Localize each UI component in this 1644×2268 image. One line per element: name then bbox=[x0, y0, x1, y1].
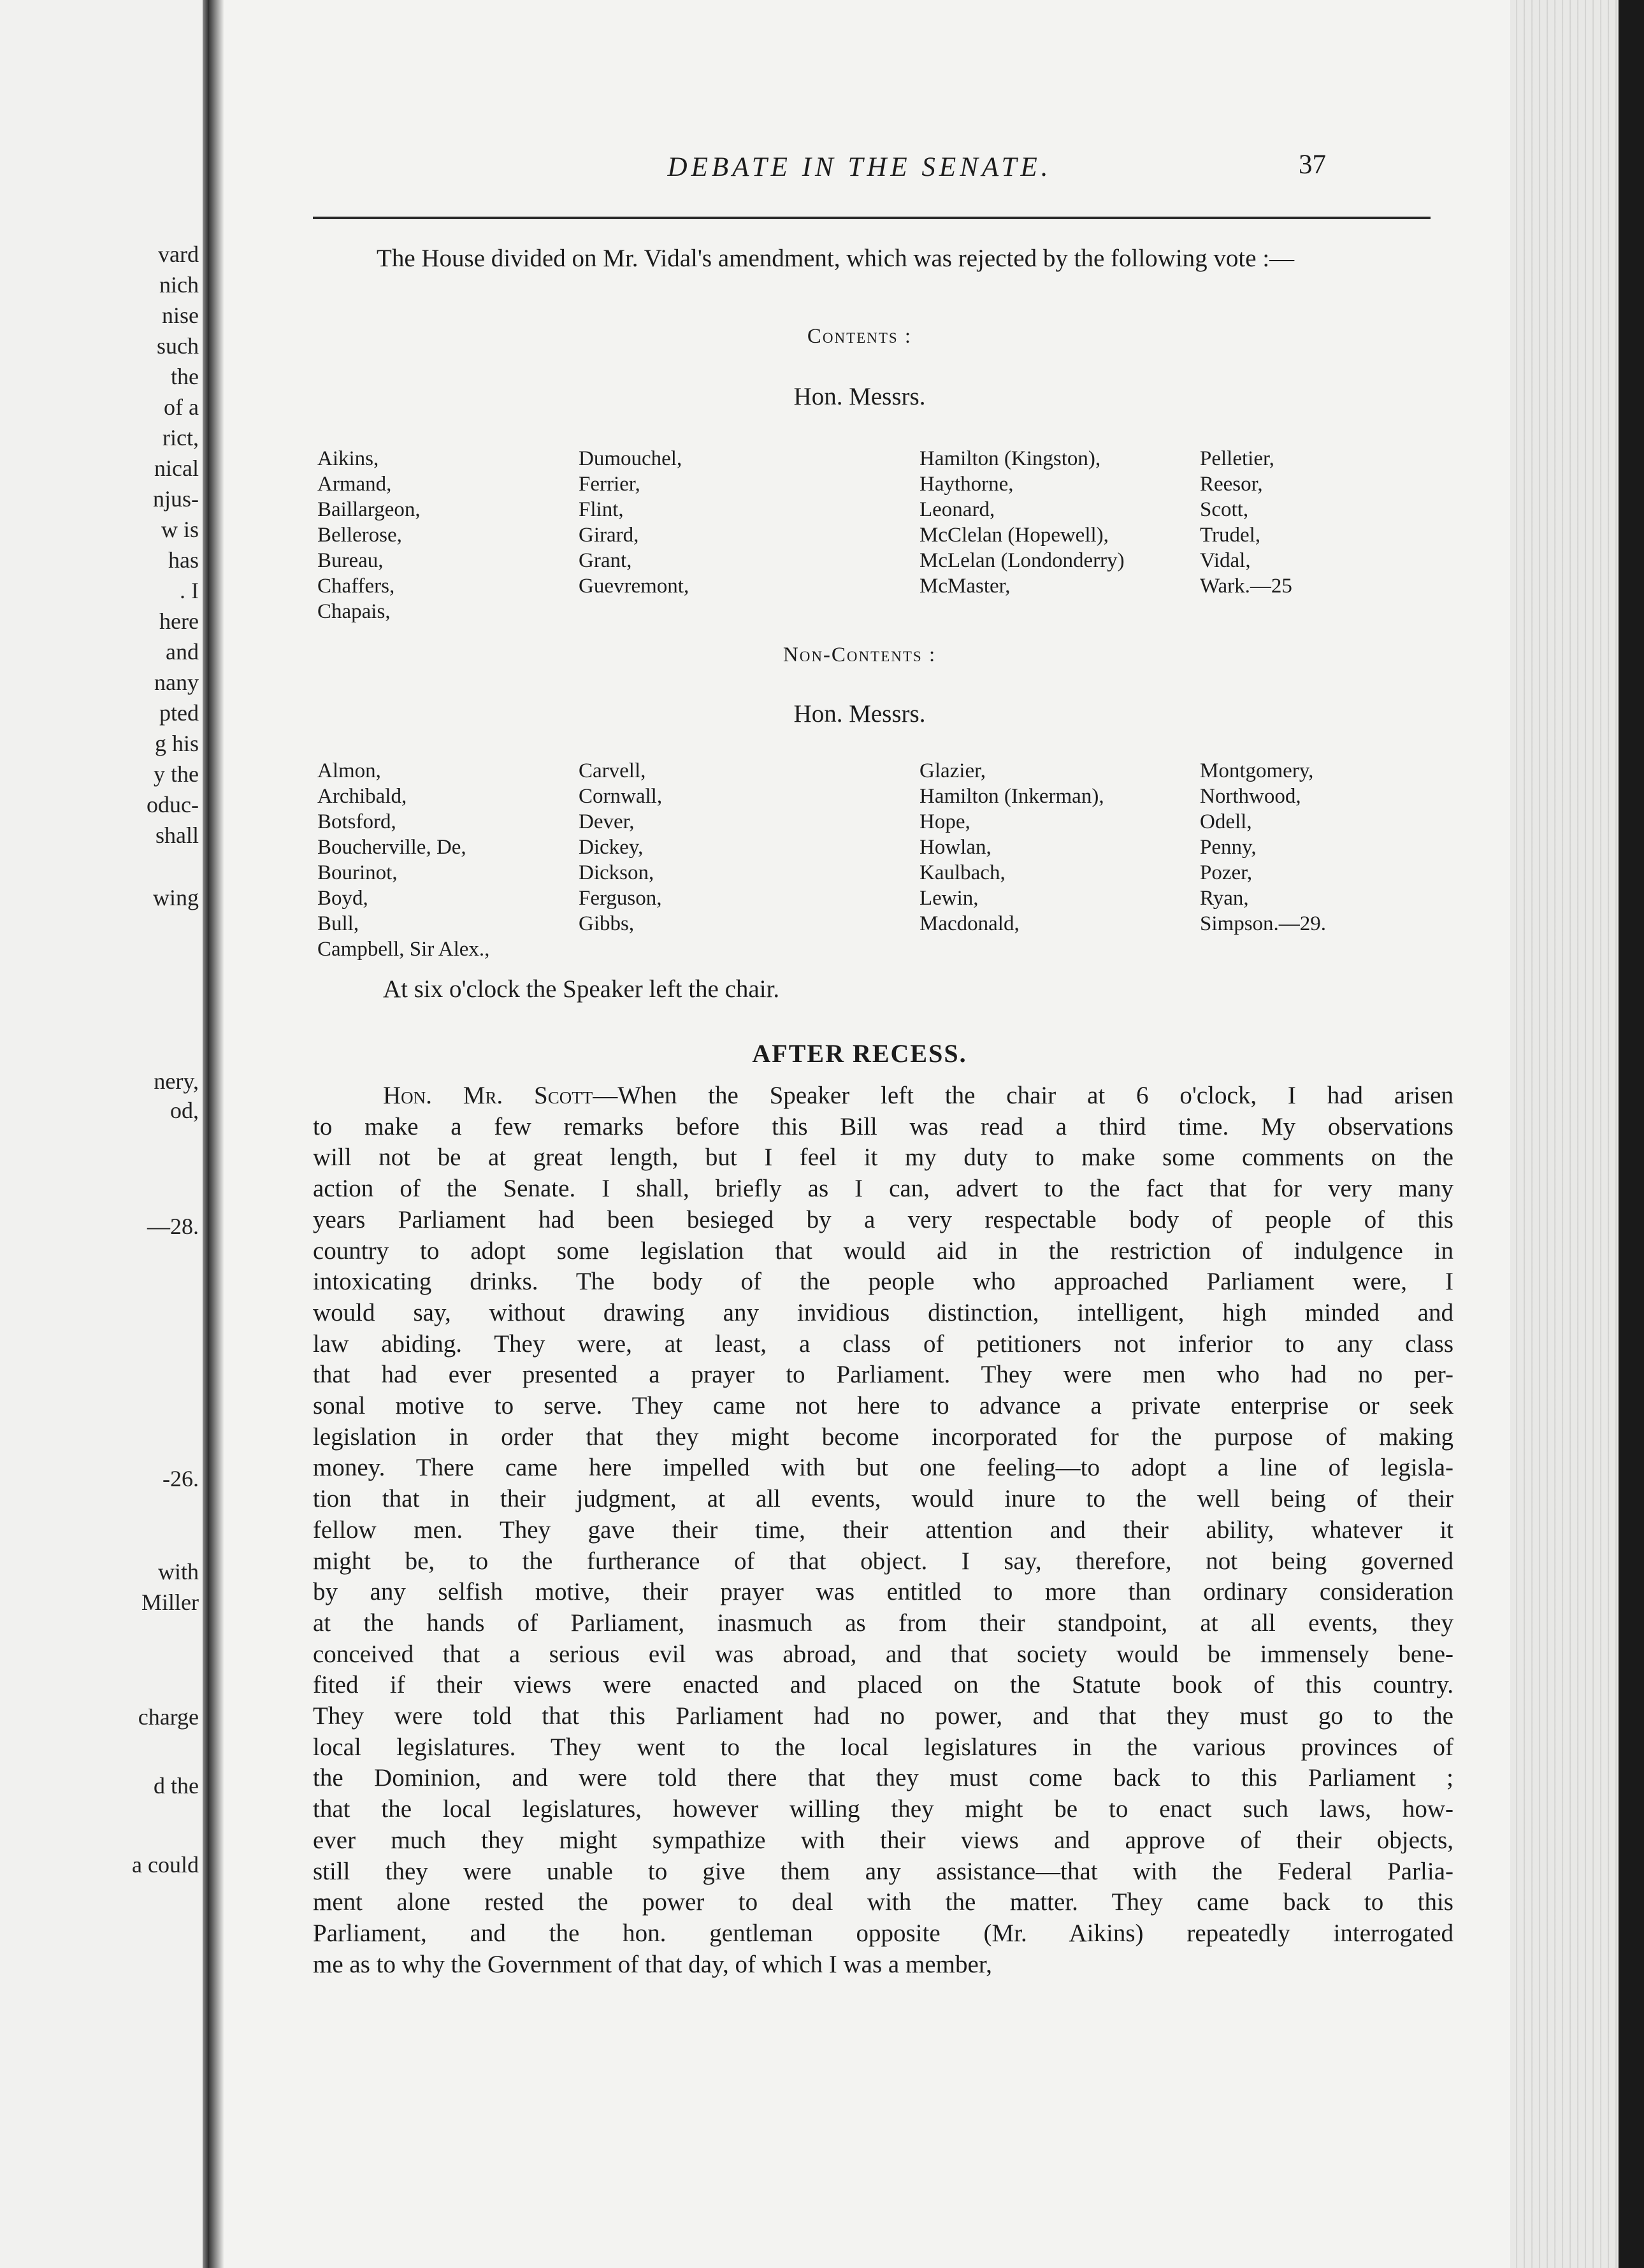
facing-page-fragment: a could bbox=[132, 1852, 199, 1877]
facing-page-fragment: w is bbox=[161, 517, 199, 542]
speech-text: money. There came here impelled with but one feeling—to adopt a line of legisla- bbox=[313, 1454, 1453, 1482]
facing-page-fragment: y the bbox=[154, 761, 199, 787]
speech-line bbox=[313, 1515, 1453, 1546]
speech-line bbox=[313, 1608, 1453, 1639]
speech-text: action of the Senate. I shall, briefly as I can, advert to the fact that for very many bbox=[313, 1175, 1453, 1203]
speech-text: that had ever presented a prayer to Parliament. They were men who had no per- bbox=[313, 1361, 1453, 1389]
senator-column bbox=[919, 758, 1104, 937]
senator-name: Gibbs, bbox=[579, 912, 635, 935]
speech-text: at the hands of Parliament, inasmuch as from their standpoint, at all events, they bbox=[313, 1609, 1453, 1637]
senator-name: Aikins, bbox=[317, 447, 379, 470]
facing-page-fragment: oduc- bbox=[147, 792, 199, 817]
senator-name: Chaffers, bbox=[317, 575, 395, 598]
senator-name: Dever, bbox=[579, 810, 635, 833]
speech-text: country to adopt some legislation that would aid in the restriction of indulgence in bbox=[313, 1237, 1453, 1265]
speech-line bbox=[313, 1763, 1453, 1794]
senator-name: Kaulbach, bbox=[919, 861, 1006, 884]
speech-line bbox=[313, 1484, 1453, 1515]
speech-line bbox=[313, 1142, 1453, 1173]
senator-name: Hamilton (Inkerman), bbox=[919, 785, 1104, 808]
facing-page-fragment: —28. bbox=[147, 1214, 199, 1239]
book-gutter bbox=[203, 0, 209, 2268]
senator-name: Howlan, bbox=[919, 836, 991, 859]
facing-page-fragment: here bbox=[159, 608, 199, 634]
speech-text: —When the Speaker left the chair at 6 o'clock, I had arisen bbox=[593, 1082, 1453, 1109]
senator-name: Hope, bbox=[919, 810, 970, 833]
speech-text: sonal motive to serve. They came not here to advance a private enterprise or seek bbox=[313, 1392, 1453, 1420]
senator-name: Bureau, bbox=[317, 549, 384, 572]
facing-page-fragment: njus- bbox=[153, 486, 199, 512]
senator-name: Hamilton (Kingston), bbox=[919, 447, 1101, 470]
speech-text: local legislatures. They went to the local legislatures in the various provinces of bbox=[313, 1733, 1453, 1761]
speech-text: years Parliament had been besieged by a very respectable body of people of this bbox=[313, 1205, 1453, 1233]
contents-subheading: Hon. Messrs. bbox=[793, 383, 926, 410]
speech-text: still they were unable to give them any assistance—that with the Federal Parlia- bbox=[313, 1857, 1453, 1885]
senator-name: Pozer, bbox=[1200, 861, 1253, 884]
senator-name: Vidal, bbox=[1200, 549, 1251, 572]
facing-page-fragment: with bbox=[157, 1559, 199, 1584]
speech-line bbox=[313, 1856, 1453, 1888]
senator-column bbox=[317, 758, 489, 962]
senator-name: Boyd, bbox=[317, 887, 368, 910]
senator-name: Chapais, bbox=[317, 600, 391, 623]
senator-column bbox=[579, 758, 662, 937]
facing-page-fragment: Miller bbox=[141, 1590, 199, 1615]
senator-name: Grant, bbox=[579, 549, 632, 572]
speech-line bbox=[313, 1732, 1453, 1763]
document-page bbox=[209, 0, 1510, 2268]
speech-text: fited if their views were enacted and placed on the Statute book of this country. bbox=[313, 1671, 1453, 1699]
speech-line bbox=[313, 1360, 1453, 1391]
senator-name: Girard, bbox=[579, 524, 639, 547]
speech-text: the Dominion, and were told there that they must come back to this Parliament ; bbox=[313, 1764, 1453, 1792]
senator-name: Pelletier, bbox=[1200, 447, 1274, 470]
facing-page-fragment: -26. bbox=[162, 1466, 199, 1491]
facing-page-fragment: d the bbox=[154, 1773, 199, 1798]
speech-text: conceived that a serious evil was abroad, and that society would be immensely bene- bbox=[313, 1640, 1453, 1668]
facing-page-fragment: pted bbox=[159, 700, 199, 726]
senator-name: Almon, bbox=[317, 759, 381, 782]
senator-name: Ferguson, bbox=[579, 887, 662, 910]
facing-page-fragment: wing bbox=[153, 885, 199, 910]
speech-line bbox=[313, 1701, 1453, 1732]
senator-name: Bourinot, bbox=[317, 861, 398, 884]
speech-text: would say, without drawing any invidious distinction, intelligent, high minded and bbox=[313, 1298, 1453, 1326]
facing-page bbox=[0, 0, 203, 2268]
speech-text: Parliament, and the hon. gentleman opposite (Mr. Aikins) repeatedly interrogated bbox=[313, 1919, 1453, 1947]
facing-page-fragment: charge bbox=[138, 1704, 199, 1730]
facing-page-fragment: such bbox=[157, 333, 199, 359]
page-edges bbox=[1510, 0, 1644, 2268]
facing-page-fragment: nery, bbox=[154, 1068, 199, 1094]
speech-text: law abiding. They were, at least, a class of petitioners not inferior to any class bbox=[313, 1330, 1453, 1358]
facing-page-fragment: shall bbox=[155, 822, 199, 848]
speech-line bbox=[313, 1080, 1453, 1112]
page-number: 37 bbox=[1299, 150, 1326, 180]
speech-line bbox=[313, 1173, 1453, 1205]
speech-text: that the local legislatures, however willing they might be to enact such laws, how- bbox=[313, 1795, 1453, 1823]
speech-line bbox=[313, 1887, 1453, 1918]
senator-name: Odell, bbox=[1200, 810, 1252, 833]
non-contents-subheading: Hon. Messrs. bbox=[793, 700, 926, 728]
division-intro: The House divided on Mr. Vidal's amendment, which was rejected by the following vote :— bbox=[377, 245, 1295, 272]
speech-text: ment alone rested the power to deal with the matter. They came back to this bbox=[313, 1888, 1453, 1916]
senator-name: Penny, bbox=[1200, 836, 1257, 859]
facing-page-fragment: nical bbox=[154, 456, 199, 481]
speech-line bbox=[313, 1949, 1453, 1981]
senator-name: Reesor, bbox=[1200, 473, 1263, 496]
senator-name: Glazier, bbox=[919, 759, 986, 782]
speech-text: fellow men. They gave their time, their attention and their ability, whatever it bbox=[313, 1516, 1453, 1544]
contents-heading: Contents : bbox=[807, 325, 912, 348]
speech-text: by any selfish motive, their prayer was entitled to more than ordinary consideration bbox=[313, 1578, 1453, 1606]
senator-name: Armand, bbox=[317, 473, 392, 496]
speech-line bbox=[313, 1298, 1453, 1329]
facing-page-fragment: od, bbox=[170, 1098, 199, 1123]
facing-page-fragment: has bbox=[168, 547, 199, 573]
senator-name: Botsford, bbox=[317, 810, 396, 833]
senator-name: Montgomery, bbox=[1200, 759, 1314, 782]
senator-name: Scott, bbox=[1200, 498, 1249, 521]
recess-heading: AFTER RECESS. bbox=[752, 1039, 967, 1068]
senator-name: Bellerose, bbox=[317, 524, 402, 547]
facing-page-fragment: of a bbox=[164, 394, 199, 420]
speech-line bbox=[313, 1453, 1453, 1484]
senator-name: Ryan, bbox=[1200, 887, 1249, 910]
facing-page-fragment: g his bbox=[154, 731, 199, 756]
senator-column bbox=[317, 446, 421, 624]
speech-line bbox=[313, 1205, 1453, 1236]
senator-name: Dumouchel, bbox=[579, 447, 682, 470]
speech-text: me as to why the Government of that day, of which I was a member, bbox=[313, 1950, 992, 1978]
senator-name: Dickson, bbox=[579, 861, 654, 884]
speech-line bbox=[313, 1577, 1453, 1608]
speech-text: tion that in their judgment, at all events, would inure to the well being of their bbox=[313, 1485, 1453, 1513]
speech-text: to make a few remarks before this Bill was read a third time. My observations bbox=[313, 1112, 1453, 1140]
facing-page-fragment: rict, bbox=[162, 425, 199, 450]
speech-line bbox=[313, 1670, 1453, 1701]
senator-column bbox=[1200, 758, 1326, 937]
speech-text: They were told that this Parliament had no power, and that they must go to the bbox=[313, 1702, 1453, 1730]
speech-text: ever much they might sympathize with their views and approve of their objects, bbox=[313, 1826, 1453, 1854]
speech-line bbox=[313, 1329, 1453, 1360]
non-contents-heading: Non-Contents : bbox=[782, 643, 937, 666]
facing-page-fragment: the bbox=[171, 364, 199, 389]
speech-line bbox=[313, 1639, 1453, 1670]
senator-name: Flint, bbox=[579, 498, 624, 521]
senator-name: Haythorne, bbox=[919, 473, 1014, 496]
senator-name: Leonard, bbox=[919, 498, 995, 521]
speech-line bbox=[313, 1825, 1453, 1856]
speaker-name: Hon. Mr. Scott bbox=[383, 1082, 593, 1109]
senator-name: Dickey, bbox=[579, 836, 644, 859]
speech-body bbox=[313, 1080, 1453, 1980]
speech-line bbox=[313, 1546, 1453, 1577]
senator-column bbox=[579, 446, 689, 599]
facing-page-fragment: nich bbox=[159, 272, 199, 298]
senator-name: Ferrier, bbox=[579, 473, 640, 496]
speech-text: will not be at great length, but I feel it my duty to make some comments on the bbox=[313, 1144, 1453, 1172]
senator-name: Cornwall, bbox=[579, 785, 663, 808]
speech-text: intoxicating drinks. The body of the people who approached Parliament were, I bbox=[313, 1268, 1453, 1296]
facing-page-fragment: . I bbox=[180, 578, 199, 603]
senator-name: Bull, bbox=[317, 912, 359, 935]
senator-name: Simpson.—29. bbox=[1200, 912, 1327, 935]
senator-name: Trudel, bbox=[1200, 524, 1261, 547]
facing-page-fragment: vard bbox=[158, 241, 199, 267]
adjournment-note: At six o'clock the Speaker left the chair. bbox=[383, 975, 780, 1003]
senator-name: Lewin, bbox=[919, 887, 979, 910]
speech-line bbox=[313, 1236, 1453, 1267]
senator-name: McMaster, bbox=[919, 575, 1011, 598]
senator-name: Wark.—25 bbox=[1200, 575, 1292, 598]
facing-page-fragment: nany bbox=[154, 670, 199, 695]
speech-line bbox=[313, 1918, 1453, 1949]
header-rule bbox=[313, 217, 1431, 219]
speech-line bbox=[313, 1422, 1453, 1453]
senator-name: Macdonald, bbox=[919, 912, 1020, 935]
speech-line bbox=[313, 1267, 1453, 1298]
senator-name: Archibald, bbox=[317, 785, 407, 808]
speech-text: legislation in order that they might become incorporated for the purpose of making bbox=[313, 1423, 1453, 1451]
speech-line bbox=[313, 1112, 1453, 1143]
senator-name: Campbell, Sir Alex., bbox=[317, 938, 490, 961]
speech-line bbox=[313, 1391, 1453, 1422]
senator-name: Boucherville, De, bbox=[317, 836, 466, 859]
senator-name: Baillargeon, bbox=[317, 498, 421, 521]
speech-text: might be, to the furtherance of that object. I say, therefore, not being governed bbox=[313, 1547, 1453, 1575]
senator-name: Guevremont, bbox=[579, 575, 689, 598]
senator-name: Carvell, bbox=[579, 759, 646, 782]
facing-page-fragment: nise bbox=[162, 303, 199, 328]
senator-column bbox=[1200, 446, 1292, 599]
facing-page-fragment: and bbox=[166, 639, 199, 664]
senator-column bbox=[919, 446, 1125, 599]
speech-line bbox=[313, 1794, 1453, 1825]
senator-name: McLelan (Londonderry) bbox=[919, 549, 1125, 572]
running-head: DEBATE IN THE SENATE. bbox=[667, 152, 1052, 182]
senator-name: McClelan (Hopewell), bbox=[919, 524, 1109, 547]
senator-name: Northwood, bbox=[1200, 785, 1301, 808]
